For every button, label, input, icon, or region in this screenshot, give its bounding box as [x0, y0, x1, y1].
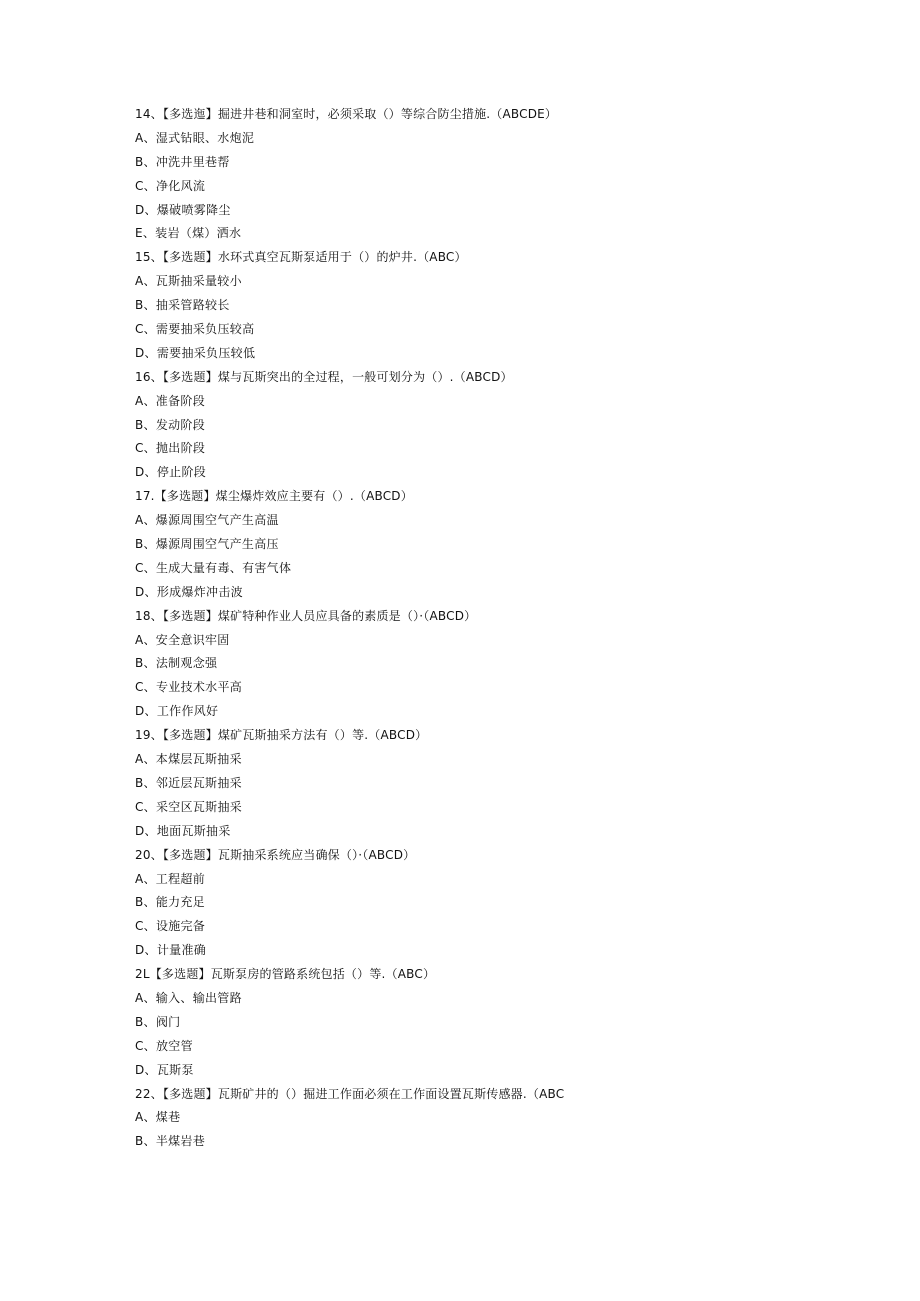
option-c: C、净化风流 — [135, 178, 206, 193]
option-a: A、输入、输出管路 — [135, 990, 242, 1005]
option-d: D、爆破喷雾降尘 — [135, 202, 231, 217]
option-b: B、爆源周围空气产生高压 — [135, 537, 279, 552]
option-c: C、采空区瓦斯抽采 — [135, 799, 243, 814]
option-c: C、设施完备 — [135, 919, 206, 934]
option-b: B、法制观念强 — [135, 656, 218, 671]
question-14 — [135, 106, 875, 241]
question-text: 14、【多选迤】掘进井巷和洞室时，必须采取（）等综合防尘措施.（ABCDE） — [135, 107, 558, 121]
option-d: D、地面瓦斯抽采 — [135, 823, 231, 838]
question-text: 22、【多选题】瓦斯矿井的（）掘进工作面必须在工作面设置瓦斯传感器.（ABC — [135, 1086, 565, 1101]
option-b: B、发动阶段 — [135, 417, 206, 432]
option-b: B、邻近层瓦斯抽采 — [135, 775, 242, 790]
option-b: B、冲洗井里巷帮 — [135, 154, 230, 169]
question-text: 19、【多选题】煤矿瓦斯抽采方法有（）等.（ABCD） — [135, 728, 428, 743]
option-e: E、装岩（煤）洒水 — [135, 226, 242, 241]
option-c: C、放空管 — [135, 1038, 193, 1053]
question-text: 16、【多选题】煤与瓦斯突出的全过程，一般可划分为（）.（ABCD） — [135, 369, 513, 384]
option-c: C、需要抽采负压较高 — [135, 322, 255, 337]
option-a: A、安全意识牢固 — [135, 632, 230, 647]
question-text: 20、【多选题】瓦斯抽采系统应当确保（）·（ABCD） — [135, 847, 416, 862]
option-a: A、瓦斯抽采量较小 — [135, 274, 242, 289]
question-22 — [135, 1086, 875, 1150]
question-text: 15、【多选题】水环式真空瓦斯泵适用于（）的炉井.（ABC） — [135, 250, 467, 265]
question-text: 17.【多选题】煤尘爆炸效应主要有（）.（ABCD） — [135, 489, 413, 504]
option-d: D、计量准确 — [135, 943, 207, 958]
option-a: A、工程超前 — [135, 871, 206, 886]
option-a: A、爆源周围空气产生高温 — [135, 513, 279, 528]
question-20 — [135, 847, 875, 959]
option-d: D、需要抽采负压较低 — [135, 345, 256, 360]
question-text: 18、【多选题】煤矿特种作业人员应具备的素质是（）·（ABCD） — [135, 608, 477, 623]
option-d: D、形成爆炸冲击波 — [135, 584, 243, 599]
option-d: D、工作作风好 — [135, 704, 219, 719]
option-b: B、能力充足 — [135, 895, 206, 910]
question-text: 2L【多选题】瓦斯泵房的管路系统包括（）等.（ABC） — [135, 967, 436, 982]
option-d: D、停止阶段 — [135, 465, 207, 480]
option-a: A、湿式钻眼、水炮泥 — [135, 130, 255, 145]
document-page — [135, 106, 875, 1157]
option-a: A、准备阶段 — [135, 393, 206, 408]
option-c: C、抛出阶段 — [135, 441, 206, 456]
question-17 — [135, 488, 875, 600]
option-c: C、生成大量有毒、有害气体 — [135, 560, 292, 575]
option-d: D、瓦斯泵 — [135, 1062, 194, 1077]
question-21 — [135, 966, 875, 1078]
option-a: A、本煤层瓦斯抽采 — [135, 752, 242, 767]
option-b: B、半煤岩巷 — [135, 1134, 206, 1149]
question-19 — [135, 727, 875, 839]
option-a: A、煤巷 — [135, 1110, 181, 1125]
question-18 — [135, 608, 875, 720]
question-15 — [135, 249, 875, 361]
option-b: B、阀门 — [135, 1014, 181, 1029]
option-b: B、抽采管路较长 — [135, 298, 230, 313]
question-16 — [135, 369, 875, 481]
option-c: C、专业技术水平高 — [135, 680, 243, 695]
